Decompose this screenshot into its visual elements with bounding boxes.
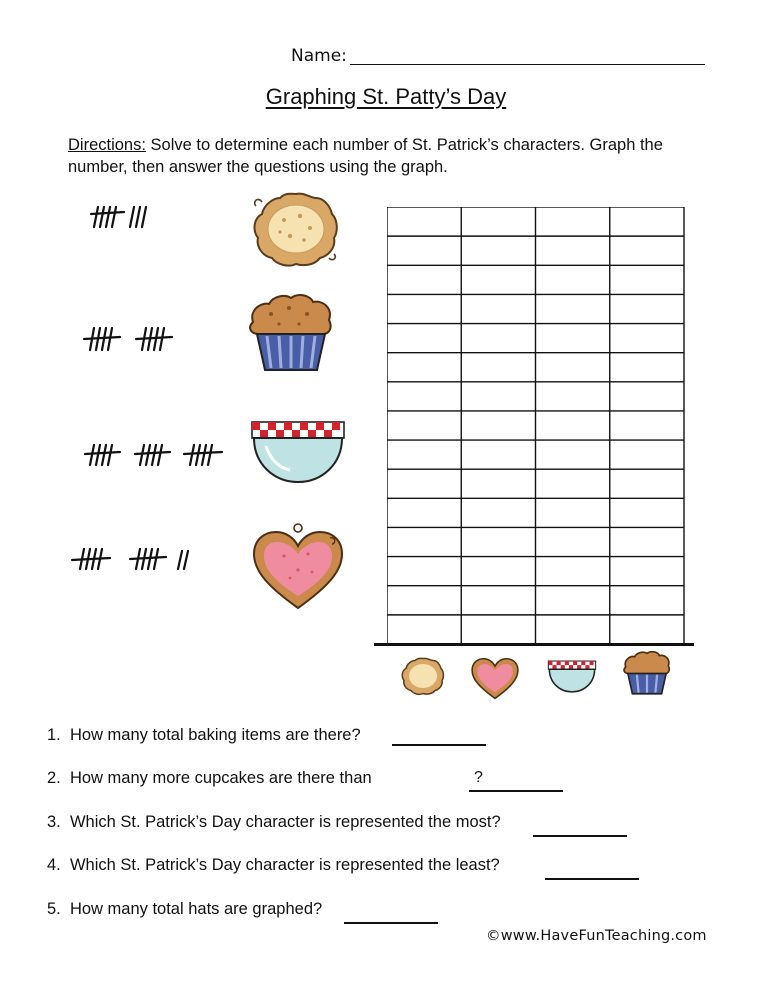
- heart-cookie-picture: [250, 522, 346, 612]
- question-1: [47, 726, 361, 745]
- bar-graph-grid[interactable]: [387, 207, 685, 645]
- question-4: [47, 856, 500, 875]
- question-number: 5.: [47, 900, 61, 918]
- copyright-footer: ©www.HaveFunTeaching.com: [486, 928, 707, 944]
- answer-line-3[interactable]: [533, 835, 627, 837]
- tally-marks-cupcake: [60, 320, 190, 360]
- graph-baseline: [374, 643, 694, 646]
- answer-line-5[interactable]: [344, 922, 438, 924]
- question-2: [47, 769, 372, 788]
- question-number: 3.: [47, 813, 61, 831]
- axis-cupcake-icon: [620, 650, 674, 696]
- name-field[interactable]: [350, 64, 705, 65]
- question-text: Which St. Patrick’s Day character is represented the least?: [69, 856, 500, 874]
- cupcake-picture: [243, 292, 339, 374]
- question-text: How many more cupcakes are there than: [69, 769, 372, 787]
- axis-cookie-icon: [399, 653, 447, 699]
- tally-marks-bowl: [60, 437, 230, 477]
- question-5: [47, 900, 322, 919]
- directions: [68, 134, 708, 178]
- directions-label: Directions:: [68, 136, 146, 154]
- question-number: 4.: [47, 856, 61, 874]
- page-title: Graphing St. Patty’s Day: [265, 84, 507, 109]
- question-number: 1.: [47, 726, 61, 744]
- name-label: Name:: [291, 46, 347, 66]
- answer-line-4[interactable]: [545, 878, 639, 880]
- axis-bowl-icon: [545, 660, 599, 696]
- tally-marks-heart: [60, 541, 210, 581]
- question-3: [47, 813, 501, 832]
- question-text: Which St. Patrick’s Day character is represented the most?: [69, 813, 501, 831]
- answer-line-1[interactable]: [392, 744, 486, 746]
- answer-line-2[interactable]: [469, 790, 563, 792]
- bowl-picture: [248, 420, 348, 490]
- question-number: 2.: [47, 769, 61, 787]
- question-text: How many total baking items are there?: [69, 726, 361, 744]
- cookie-picture: [248, 188, 344, 270]
- question-2-mark: ?: [474, 769, 483, 786]
- tally-marks-cookie: [60, 197, 180, 237]
- directions-text: Solve to determine each number of St. Patrick’s characters. Graph the number, then answer the questions using the graph.: [68, 136, 663, 176]
- question-text: How many total hats are graphed?: [69, 900, 323, 918]
- axis-heart-cookie-icon: [470, 652, 520, 702]
